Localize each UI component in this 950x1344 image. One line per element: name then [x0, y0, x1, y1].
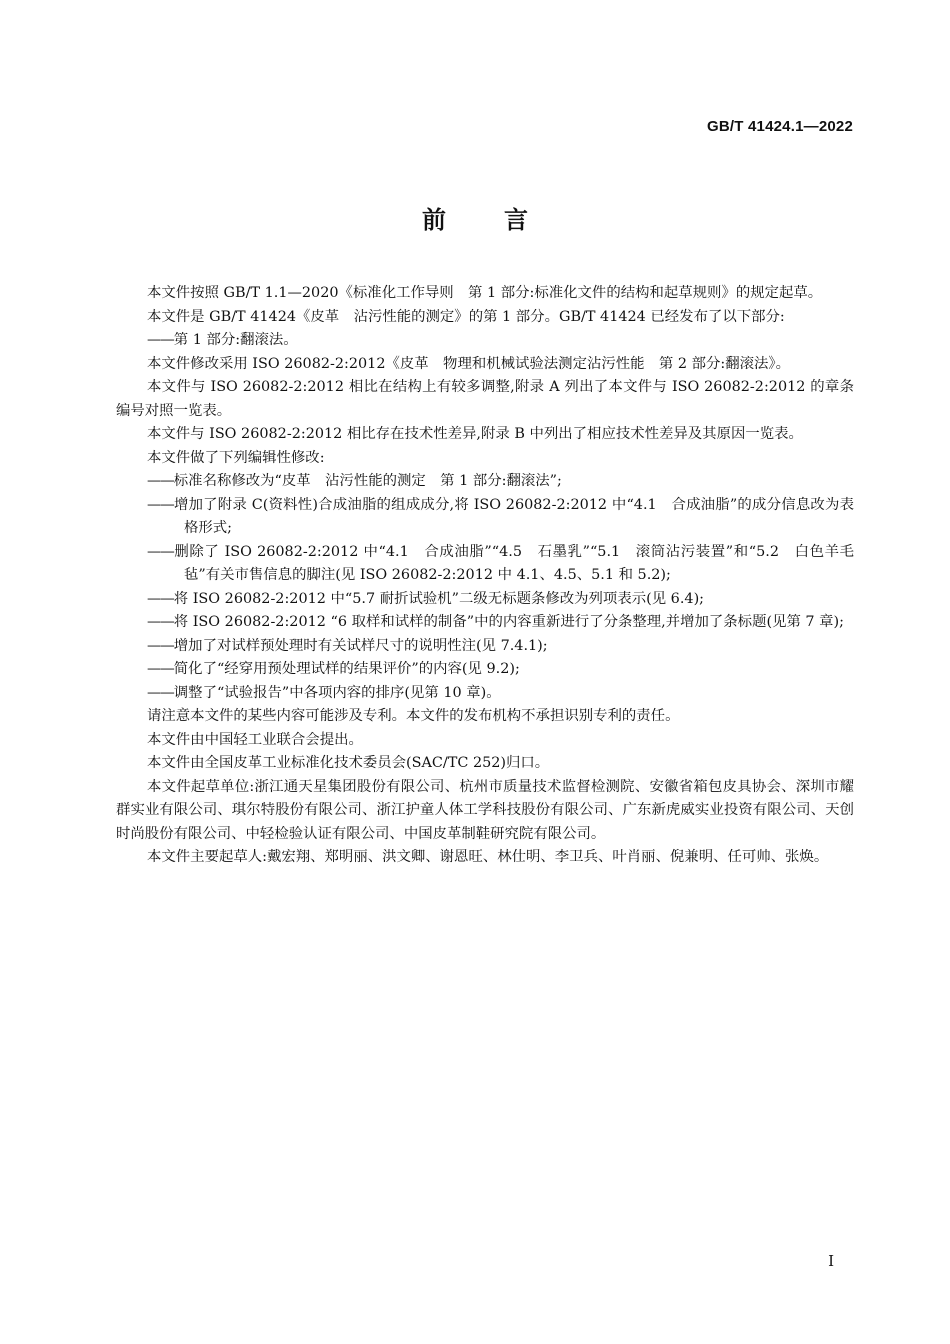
list-item-text: 简化了“经穿用预处理试样的结果评价”的内容(见 9.2); [173, 661, 520, 677]
list-dash: —— [147, 473, 174, 489]
list-item-text: 增加了附录 C(资料性)合成油脂的组成成分,将 ISO 26082-2:2012 中“4.1 合成油脂”的成分信息改为表格形式; [173, 496, 854, 536]
paragraph-committee: 本文件由全国皮革工业标准化技术委员会(SAC/TC 252)归口。 [147, 755, 550, 771]
paragraph-proposer: 本文件由中国轻工业联合会提出。 [147, 731, 363, 748]
list-item-edit [116, 682, 854, 706]
list-dash: —— [147, 496, 174, 513]
foreword-body [116, 282, 854, 870]
list-item-text: 将 ISO 26082-2:2012 中“5.7 耐折试验机”二级无标题条修改为列项表示(见 6.4); [173, 590, 705, 607]
paragraph-drafting-units: 本文件起草单位:浙江通天星集团股份有限公司、杭州市质量技术监督检测院、安徽省箱包皮具协会、深圳市耀群实业有限公司、琪尔特股份有限公司、浙江护童人体工学科技股份有限公司、广东新虎威实业投资有限公司、天创时尚股份有限公司、中轻检验认证有限公司、中国皮革制鞋研究院有限公司。 [116, 778, 854, 842]
paragraph-patent-notice: 请注意本文件的某些内容可能涉及专利。本文件的发布机构不承担识别专利的责任。 [147, 708, 680, 724]
paragraph-technical-diff: 本文件与 ISO 26082-2:2012 相比存在技术性差异,附录 B 中列出了相应技术性差异及其原因一览表。 [147, 426, 803, 442]
list-dash: —— [147, 661, 174, 677]
list-item-text: 增加了对试样预处理时有关试样尺寸的说明性注(见 7.4.1); [173, 637, 548, 654]
list-item-edit [116, 635, 854, 659]
paragraph-editorial-intro: 本文件做了下列编辑性修改: [147, 449, 325, 466]
list-item-edit [116, 588, 854, 612]
paragraph-series-info: 本文件是 GB/T 41424《皮革 沾污性能的测定》的第 1 部分。GB/T 41424 已经发布了以下部分: [147, 308, 785, 325]
paragraph-drafters: 本文件主要起草人:戴宏翔、郑明丽、洪文卿、谢恩旺、林仕明、李卫兵、叶肖丽、倪兼明、任可帅、张焕。 [147, 849, 829, 865]
list-item-edit [116, 541, 854, 588]
list-item-text: 标准名称修改为“皮革 沾污性能的测定 第 1 部分:翻滚法”; [173, 473, 562, 489]
page-title: 前言 [422, 206, 586, 234]
list-item-text: 调整了“试验报告”中各项内容的排序(见第 10 章)。 [173, 684, 501, 701]
list-item-published-part [116, 329, 854, 353]
list-item-edit [116, 470, 854, 494]
page-number: I [828, 1252, 834, 1270]
list-dash: —— [147, 684, 174, 701]
list-dash: —— [147, 332, 174, 348]
paragraph-structure-diff: 本文件与 ISO 26082-2:2012 相比在结构上有较多调整,附录 A 列出了本文件与 ISO 26082-2:2012 的章条编号对照一览表。 [116, 379, 854, 419]
list-dash: —— [147, 637, 174, 654]
list-item-text: 将 ISO 26082-2:2012 “6 取样和试样的制备”中的内容重新进行了分条整理,并增加了条标题(见第 7 章); [173, 614, 845, 630]
list-item-edit [116, 494, 854, 541]
list-item-edit [116, 611, 854, 635]
paragraph-drafting-basis: 本文件按照 GB/T 1.1—2020《标准化工作导则 第 1 部分:标准化文件的结构和起草规则》的规定起草。 [147, 285, 823, 301]
paragraph-adoption: 本文件修改采用 ISO 26082-2:2012《皮革 物理和机械试验法测定沾污性能 第 2 部分:翻滚法》。 [147, 355, 790, 372]
list-dash: —— [147, 543, 174, 560]
standard-number: GB/T 41424.1—2022 [707, 118, 853, 135]
list-item-text: 第 1 部分:翻滚法。 [173, 332, 298, 348]
list-item-text: 删除了 ISO 26082-2:2012 中“4.1 合成油脂”“4.5 石墨乳”“5.1 滚筒沾污装置”和“5.2 白色羊毛毡”有关市售信息的脚注(见 ISO 26082-2:2012 中 4.1、4.5、5.1 和 5.2); [173, 543, 854, 583]
list-item-edit [116, 658, 854, 682]
list-dash: —— [147, 614, 174, 630]
list-dash: —— [147, 590, 174, 607]
